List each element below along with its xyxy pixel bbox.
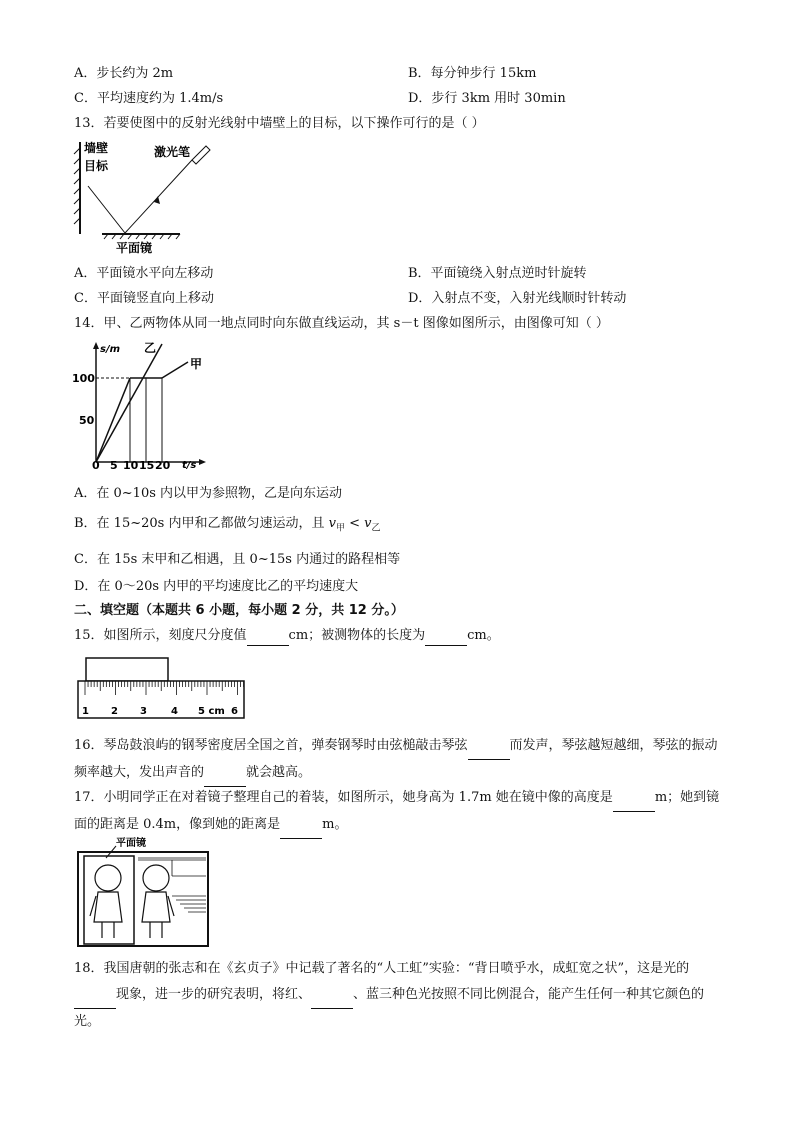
q17-mirror-label: 平面镜 (116, 838, 146, 849)
q15-question: 15．如图所示，刻度尺分度值 cm；被测物体的长度为 cm。 (74, 627, 500, 646)
q13-laser-label: 激光笔 (154, 145, 191, 159)
q13-option-d: D．入射点不变，入射光线顺时针转动 (408, 291, 627, 306)
q14-option-a: A．在 0~10s 内以甲为参照物，乙是向东运动 (74, 486, 343, 501)
q14-x-tick: 10 (123, 459, 139, 472)
q14-option-b: B．在 15~20s 内甲和乙都做匀速运动，且 $v_甲 < v_乙$ (74, 516, 381, 534)
q13-mirror-label: 平面镜 (116, 241, 153, 255)
q14-stem: 14．甲、乙两物体从同一地点同时向东做直线运动，其 s－t 图像如图所示，由图像可知（ ） (74, 316, 609, 331)
q14-option-d: D．在 0～20s 内甲的平均速度比乙的平均速度大 (74, 579, 359, 594)
answer-blank (204, 760, 246, 787)
measured-object (86, 658, 168, 681)
q12-option-c: C．平均速度约为 1.4m/s (74, 91, 224, 106)
q13-option-a: A．平面镜水平向左移动 (74, 266, 214, 281)
q13-option-c: C．平面镜竖直向上移动 (74, 291, 214, 306)
q13-target-label: 目标 (84, 159, 109, 173)
answer-blank (311, 982, 353, 1009)
answer-blank (247, 627, 289, 646)
q14-x-tick: 0 (92, 459, 100, 472)
q14-label-jia: 甲 (190, 357, 203, 371)
ruler-label: 3 (140, 706, 147, 717)
answer-blank (468, 733, 510, 760)
ruler-label: 5 cm (198, 706, 225, 717)
q14-x-tick: 20 (155, 459, 171, 472)
q14-y-tick: 50 (79, 414, 95, 427)
q15-ruler-figure (76, 656, 248, 722)
ruler-label: 2 (111, 706, 118, 717)
q17-mirror-figure (76, 836, 210, 950)
answer-blank (74, 982, 116, 1009)
answer-blank (425, 627, 467, 646)
q14-label-yi: 乙 (144, 341, 157, 355)
q14-x-axis-label: t/s (182, 460, 197, 471)
ruler-label: 4 (171, 706, 178, 717)
ruler-label: 6 (231, 706, 238, 717)
answer-blank (280, 812, 322, 839)
q13-stem: 13．若要使图中的反射光线射中墙壁上的目标，以下操作可行的是（ ） (74, 116, 485, 131)
q14-st-graph (70, 338, 210, 472)
q13-wall-label: 墙壁 (84, 141, 109, 155)
q17-question: 17．小明同学正在对着镜子整理自己的着装，如图所示，她身高为 1.7m 她在镜中像的高度是 m；她到镜面的距离是 0.4m，像到她的距离是 m。 (74, 785, 722, 839)
q18-question: 18．我国唐朝的张志和在《玄贞子》中记载了著名的“人工虹”实验：“背日喷乎水，成虹宽之状”，这是光的 现象，进一步的研究表明，将红、 、蓝三种色光按照不同比例混合，能产生任何一种其它颜色的光。 (74, 961, 705, 1029)
section2-heading: 二、填空题（本题共 6 小题，每小题 2 分，共 12 分。） (74, 603, 404, 618)
q14-x-tick: 5 (110, 459, 118, 472)
q14-option-c: C．在 15s 末甲和乙相遇，且 0~15s 内通过的路程相等 (74, 552, 401, 567)
q16-question: 16．琴岛鼓浪屿的钢琴密度居全国之首，弹奏钢琴时由弦槌敲击琴弦 而发声，琴弦越短越细，琴弦的振动频率越大，发出声音的 就会越高。 (74, 733, 722, 787)
q14-x-tick: 15 (139, 459, 155, 472)
q12-option-d: D．步行 3km 用时 30min (408, 91, 566, 106)
ruler-label: 1 (82, 706, 89, 717)
q12-option-b: B．每分钟步行 15km (408, 66, 537, 81)
q13-figure (70, 138, 215, 256)
q13-option-b: B．平面镜绕入射点逆时针旋转 (408, 266, 587, 281)
q14-y-axis-label: s/m (100, 344, 121, 355)
answer-blank (613, 785, 655, 812)
q12-option-a: A．步长约为 2m (74, 66, 174, 81)
q14-y-tick: 100 (72, 372, 95, 385)
